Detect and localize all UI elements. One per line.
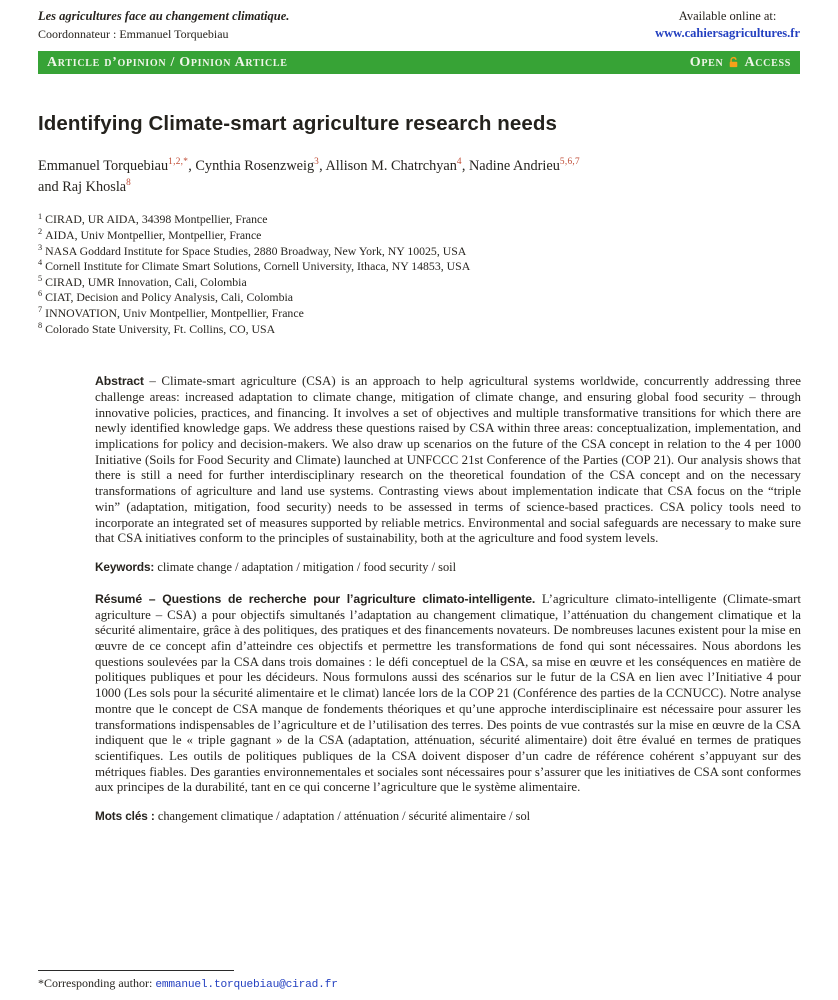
- author-affiliation-sup: 4: [456, 157, 462, 168]
- affiliation-number: 3: [38, 242, 43, 252]
- resume-label: Résumé – Questions de recherche pour l’agriculture climato-intelligente.: [95, 591, 536, 606]
- masthead: [38, 9, 800, 42]
- affiliation-item: [38, 228, 800, 244]
- author-affiliation-sup: 1,2,*: [168, 157, 189, 168]
- open-access-badge: [690, 55, 791, 71]
- affiliation-item: [38, 244, 800, 260]
- journal-series-block: [38, 9, 289, 42]
- affiliation-number: 7: [38, 305, 43, 315]
- affiliation-number: 5: [38, 273, 43, 283]
- affiliation-text: CIRAD, UR AIDA, 34398 Montpellier, France: [45, 212, 268, 227]
- keywords-line: [95, 560, 801, 575]
- authors-line: [38, 156, 800, 197]
- available-online-block: [655, 9, 800, 41]
- abstract-text: – Climate-smart agriculture (CSA) is an approach to help agricultural systems worldwide, concurrently addressing three challenge areas: increased adaptation to climate change, mitigation of climate change, and ensuring global food security – through innovative policies, practices, and financing. It involves a set of objectives and multiple transformative transitions for which there are newly identified knowledge gaps. We address these questions raised by CSA within three areas: conceptualization, implementation, and implications for policy and decision-makers. We also draw up scenarios on the future of the CSA concept in relation to the 4 per 1000 Initiative (Soils for Food Security and Climate) launched at UNFCCC 21st Conference of the Parties (COP 21). Our analysis shows that there is still a need for further interdisciplinary research on the theoretical foundation of the CSA concept and on the necessary transformations of agriculture and land use systems. Contrasting views about implementation indicate that CSA focus on the “triple win” (adaptation, mitigation, food security) needs to be assessed in terms of science-based practices. CSA policy tools need to incorporate an integrated set of measures supported by reliable metrics. Environmental and social safeguards are necessary to make sure that CSA initiatives conform to the principles of sustainability, both at the agriculture and food system levels.: [95, 374, 801, 546]
- affiliation-number: 8: [38, 320, 43, 330]
- affiliation-text: NASA Goddard Institute for Space Studies, 2880 Broadway, New York, NY 10025, USA: [45, 243, 467, 258]
- footnote-rule: [38, 970, 234, 971]
- affiliation-item: [38, 259, 800, 275]
- affiliation-item: [38, 212, 800, 228]
- affiliation-number: 6: [38, 289, 43, 299]
- affiliation-number: 4: [38, 258, 43, 268]
- affiliation-item: [38, 322, 800, 338]
- corresponding-author-note: [38, 976, 800, 991]
- abstract-paragraph: [95, 374, 801, 547]
- affiliation-item: [38, 306, 800, 322]
- motscles-text: changement climatique / adaptation / atténuation / sécurité alimentaire / sol: [157, 809, 531, 824]
- open-access-label-access: Access: [744, 54, 791, 70]
- journal-series-title: Les agricultures face au changement climatique.: [38, 9, 290, 23]
- affiliation-text: INNOVATION, Univ Montpellier, Montpellier, France: [45, 306, 304, 320]
- article-title: Identifying Climate-smart agriculture research needs: [38, 112, 558, 135]
- abstract-label: Abstract: [95, 374, 144, 389]
- abstract-section: [95, 374, 801, 824]
- affiliation-number: 1: [38, 211, 43, 221]
- author-name: , Allison M. Chatrchyan: [319, 158, 457, 174]
- open-access-label-open: Open: [689, 54, 724, 70]
- author-affiliation-sup: 8: [126, 177, 132, 188]
- resume-text: L’agriculture climato-intelligente (Climate-smart agriculture – CSA) a pour objectifs simultanés l’adaptation au changement climatique, l’atténuation du changement climatique et la sécurité alimentaire, grâce à des politiques, des pratiques et des financements novateurs. De nombreuses lacunes existent pour la mise en œuvre de ce concept afin d’atteindre ces objectifs et permettre les transformations de fond qui sont nécessaires. Nous abordons les questions soulevées par la CSA dans trois domaines : le défi conceptuel de la CSA, sa mise en œuvre et les conséquences en matière de politiques publiques et pour les décideurs. Nous formulons aussi des scénarios sur le futur de la CSA en lien avec l’Initiative 4 pour 1000 (Les sols pour la sécurité alimentaire et le climat) lancée lors de la COP 21 (Conférence des parties de la CCNUCC). Notre analyse montre que le concept de CSA manque de fondements théoriques et qu’une approche interdisciplinaire est nécessaire pour assurer les transformations indispensables de l’agriculture et de l’utilisation des terres. Des points de vue contrastés sur la mise en œuvre de la CSA indiquent que le « triple gagnant » de la CSA (adaptation, atténuation, sécurité alimentaire) doit être évalué en termes de pratiques scientifiques. Les outils de politiques publiques de la CSA doivent disposer d’un cadre de référence cohérent s’appuyant sur des métriques fiables. Des garanties environnementales et sociales sont nécessaires pour s’assurer que les initiatives de CSA sont conformes aux principes de la durabilité, tant en ce qui concerne l’agriculture que le système alimentaire.: [95, 591, 801, 795]
- author-affiliation-sup: 3: [314, 157, 320, 168]
- affiliation-text: Cornell Institute for Climate Smart Solutions, Cornell University, Ithaca, NY 14853, USA: [45, 259, 471, 274]
- motscles-label: Mots clés :: [95, 810, 155, 824]
- affiliations-list: [38, 212, 800, 337]
- affiliation-text: CIAT, Decision and Policy Analysis, Cali, Colombia: [45, 290, 293, 305]
- journal-url-link[interactable]: www.cahiersagricultures.fr: [655, 26, 800, 40]
- journal-coordinator: Coordonnateur : Emmanuel Torquebiau: [38, 27, 229, 41]
- available-online-label: Available online at:: [678, 9, 777, 23]
- article-type-banner: [38, 51, 800, 74]
- corresponding-author-prefix: *Corresponding author:: [38, 976, 156, 990]
- author-name: , Cynthia Rosenzweig: [188, 158, 315, 174]
- affiliation-text: Colorado State University, Ft. Collins, CO, USA: [45, 321, 276, 336]
- keywords-label: Keywords:: [95, 560, 155, 574]
- affiliation-item: [38, 275, 800, 291]
- corresponding-author-email[interactable]: emmanuel.torquebiau@cirad.fr: [155, 979, 338, 991]
- keywords-text: climate change / adaptation / mitigation / food security / soil: [157, 559, 457, 574]
- affiliation-number: 2: [38, 227, 43, 237]
- author-affiliation-sup: 5,6,7: [559, 157, 580, 168]
- author-name: Emmanuel Torquebiau: [38, 158, 169, 174]
- affiliation-text: CIRAD, UMR Innovation, Cali, Colombia: [45, 274, 247, 289]
- open-access-lock-icon: [727, 56, 740, 69]
- resume-paragraph: [95, 592, 801, 796]
- author-name: , Nadine Andrieu: [461, 158, 560, 174]
- affiliation-item: [38, 290, 800, 306]
- motscles-line: [95, 809, 801, 824]
- affiliation-text: AIDA, Univ Montpellier, Montpellier, France: [45, 228, 262, 243]
- author-name: and Raj Khosla: [38, 178, 127, 195]
- footnote-area: [38, 970, 800, 991]
- article-type-label: Article d’opinion / Opinion Article: [47, 54, 288, 70]
